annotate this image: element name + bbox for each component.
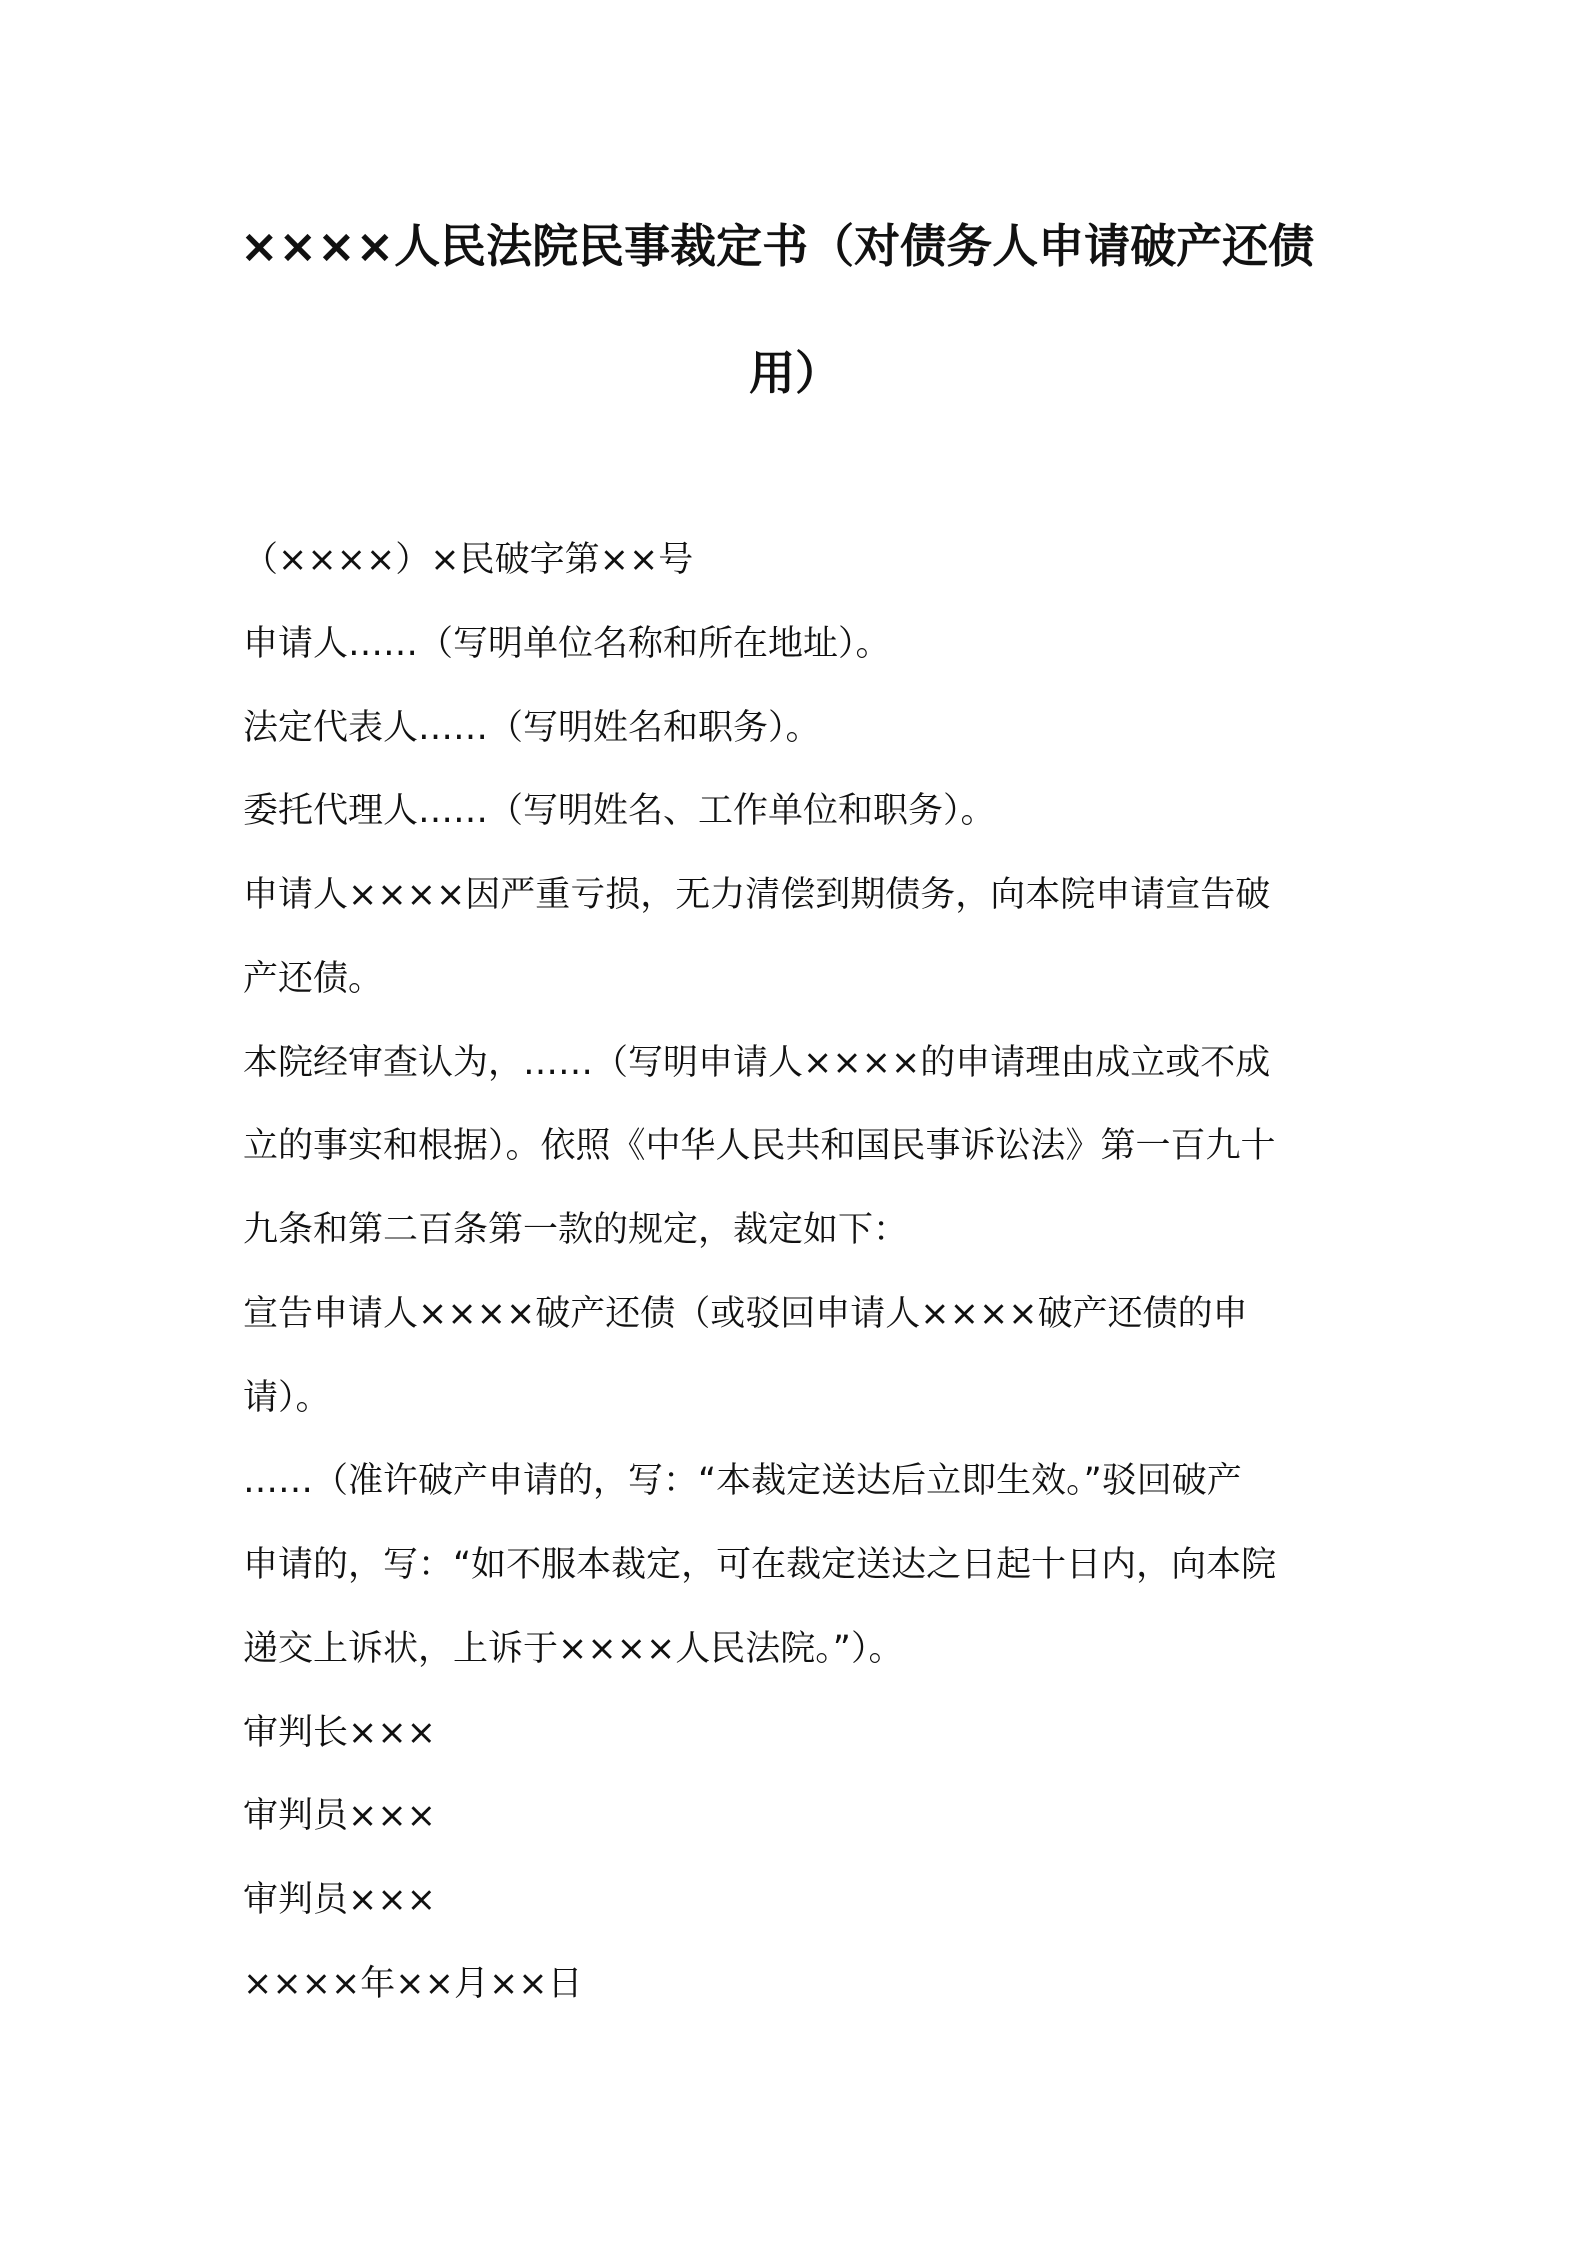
judge-line-1: 审判员××× [243, 1796, 436, 1836]
authorized-agent-line: 委托代理人……（写明姓名、工作单位和职务）。 [243, 791, 996, 831]
document-title-line-2: 用） [749, 346, 841, 400]
effect-paragraph-line-2: 申请的，写：“如不服本裁定，可在裁定送达之日起十日内，向本院 [243, 1545, 1277, 1585]
review-paragraph-line-2: 立的事实和根据）。依照《中华人民共和国民事诉讼法》第一百九十 [243, 1126, 1276, 1166]
applicant-line: 申请人……（写明单位名称和所在地址）。 [243, 624, 891, 664]
effect-paragraph-line-1: ……（准许破产申请的，写：“本裁定送达后立即生效。”驳回破产 [243, 1461, 1242, 1501]
review-paragraph-line-1: 本院经审查认为，……（写明申请人××××的申请理由成立或不成 [243, 1043, 1271, 1083]
application-paragraph-line-1: 申请人××××因严重亏损，无力清偿到期债务，向本院申请宣告破 [243, 875, 1271, 915]
document-title-line-1: ××××人民法院民事裁定书（对债务人申请破产还债 [240, 219, 1315, 273]
case-number: （××××）×民破字第××号 [243, 540, 694, 580]
review-paragraph-line-3: 九条和第二百条第一款的规定，裁定如下： [243, 1210, 909, 1250]
judge-line-2: 审判员××× [243, 1880, 436, 1920]
effect-paragraph-line-3: 递交上诉状，上诉于××××人民法院。”）。 [243, 1629, 904, 1669]
ruling-paragraph-line-2: 请）。 [243, 1378, 331, 1418]
legal-representative-line: 法定代表人……（写明姓名和职务）。 [243, 708, 821, 748]
date-line: ××××年××月××日 [243, 1964, 583, 2004]
ruling-paragraph-line-1: 宣告申请人××××破产还债（或驳回申请人××××破产还债的申 [243, 1294, 1248, 1334]
application-paragraph-line-2: 产还债。 [243, 959, 384, 999]
presiding-judge-line: 审判长××× [243, 1713, 436, 1753]
